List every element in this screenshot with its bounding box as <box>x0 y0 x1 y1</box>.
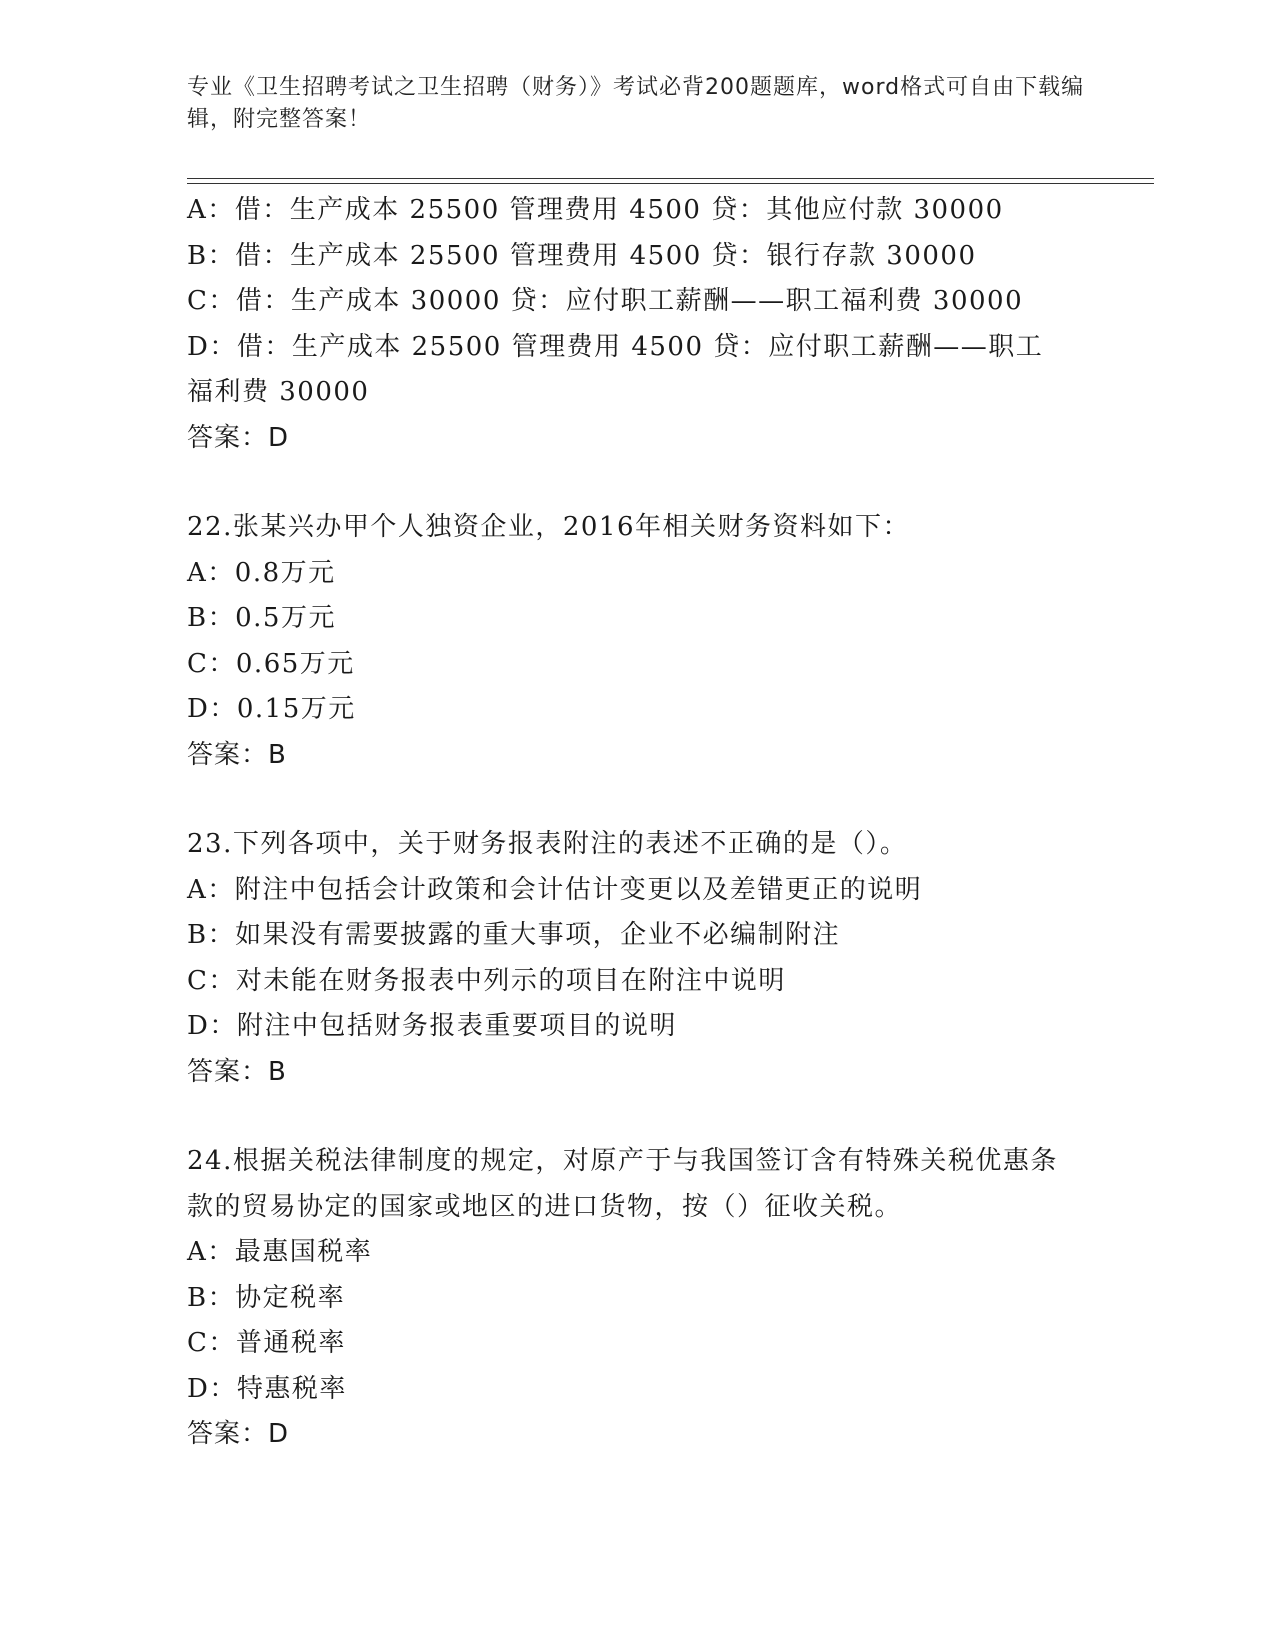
option-b: B：借：生产成本 25500 管理费用 4500 贷：银行存款 30000 <box>187 240 977 271</box>
option-c: C：借：生产成本 30000 贷：应付职工薪酬——职工福利费 30000 <box>187 286 1024 316</box>
header-divider-bottom <box>187 183 1154 184</box>
question-content <box>187 188 1067 1458</box>
header-divider-top <box>187 178 1154 179</box>
option-d: D：借：生产成本 25500 管理费用 4500 贷：应付职工薪酬——职工福利费 30000 <box>187 331 1044 407</box>
spacer <box>187 461 1067 505</box>
spacer <box>187 778 1067 822</box>
option-b: B：如果没有需要披露的重大事项，企业不必编制附注 <box>187 920 841 950</box>
option-a: A：借：生产成本 25500 管理费用 4500 贷：其他应付款 30000 <box>187 195 1004 225</box>
option-d: D：0.15万元 <box>187 694 356 724</box>
document-header: 专业《卫生招聘考试之卫生招聘（财务）》考试必背200题题库，word格式可自由下载编辑，附完整答案！ <box>187 75 1085 132</box>
spacer <box>187 1095 1067 1139</box>
option-d: D：附注中包括财务报表重要项目的说明 <box>187 1011 677 1041</box>
option-d: D：特惠税率 <box>187 1373 347 1404</box>
question-stem: 24.根据关税法律制度的规定，对原产于与我国签订含有特殊关税优惠条款的贸易协定的国家或地区的进口货物，按（）征收关税。 <box>187 1146 1058 1222</box>
question-block-22 <box>187 505 1067 778</box>
answer: 答案：D <box>187 1419 290 1449</box>
option-a: A：0.8万元 <box>187 557 336 588</box>
option-c: C：普通税率 <box>187 1328 346 1358</box>
question-block-prev <box>187 188 1067 461</box>
question-stem: 23.下列各项中，关于财务报表附注的表述不正确的是（）。 <box>187 829 908 859</box>
answer: 答案：B <box>187 1056 287 1087</box>
document-page <box>187 0 1157 1650</box>
question-block-24 <box>187 1139 1067 1458</box>
answer: 答案：D <box>187 422 290 453</box>
answer: 答案：B <box>187 739 287 770</box>
question-stem: 22.张某兴办甲个人独资企业，2016年相关财务资料如下： <box>187 512 911 542</box>
option-a: A：附注中包括会计政策和会计估计变更以及差错更正的说明 <box>187 874 923 905</box>
option-b: B：协定税率 <box>187 1282 346 1313</box>
question-block-23 <box>187 822 1067 1095</box>
option-b: B：0.5万元 <box>187 603 336 633</box>
option-c: C：0.65万元 <box>187 648 355 679</box>
option-a: A：最惠国税率 <box>187 1237 373 1267</box>
option-c: C：对未能在财务报表中列示的项目在附注中说明 <box>187 965 786 996</box>
